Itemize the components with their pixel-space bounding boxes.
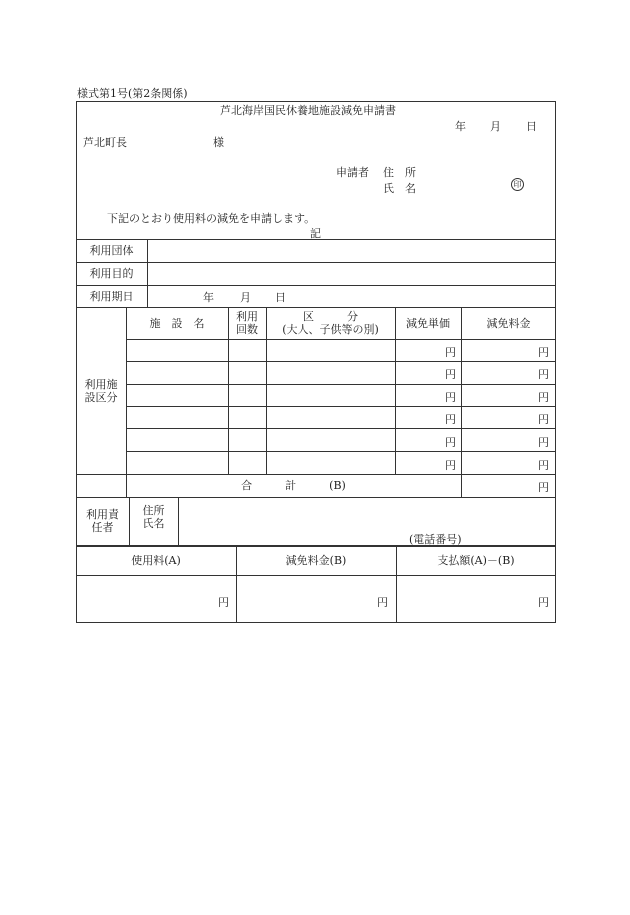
date-day: 日: [526, 120, 537, 133]
phone-label: (電話番号): [409, 533, 462, 546]
summary-header-reduction: 減免料金(B): [285, 553, 347, 567]
group-label: 利用団体: [89, 244, 134, 257]
addressee: 芦北町長: [83, 136, 127, 149]
period-year: 年: [203, 291, 214, 304]
date-year: 年: [455, 120, 466, 133]
seal-mark: 印: [511, 178, 524, 191]
header-use-count: 利用 回数: [236, 310, 258, 336]
form-title: 芦北海岸国民休養地施設減免申請書: [220, 104, 396, 117]
summary-fee-yen: 円: [218, 596, 229, 609]
fee-yen: 円: [538, 368, 549, 381]
summary-header-fee: 使用料(A): [131, 553, 181, 567]
honorific: 様: [213, 136, 224, 149]
fee-yen: 円: [538, 436, 549, 449]
period-day: 日: [275, 291, 286, 304]
fee-yen: 円: [538, 413, 549, 426]
unit-yen: 円: [445, 346, 456, 359]
ki-label: 記: [310, 227, 321, 240]
total-yen: 円: [538, 481, 549, 494]
applicant-address-label: 住 所: [383, 166, 416, 179]
total-label: 合 計 (B): [241, 479, 346, 492]
unit-yen: 円: [445, 368, 456, 381]
fee-yen: 円: [538, 391, 549, 404]
period-month: 月: [240, 291, 251, 304]
applicant-label: 申請者: [336, 166, 369, 179]
unit-yen: 円: [445, 459, 456, 472]
facility-section-label: 利用施 設区分: [84, 377, 118, 404]
request-text: 下記のとおり使用料の減免を申請します。: [107, 212, 316, 225]
summary-header-payment: 支払額(A)－(B): [437, 553, 515, 567]
summary-payment-yen: 円: [538, 596, 549, 609]
applicant-name-label: 氏 名: [383, 182, 416, 195]
header-fee: 減免料金: [486, 316, 531, 330]
unit-yen: 円: [445, 436, 456, 449]
date-month: 月: [490, 120, 501, 133]
unit-yen: 円: [445, 413, 456, 426]
purpose-label: 利用目的: [89, 267, 134, 280]
header-category: 区 分 (大人、子供等の別): [282, 310, 379, 336]
header-facility-name: 施 設 名: [149, 316, 205, 330]
header-unit-price: 減免単価: [406, 316, 450, 330]
summary-reduction-yen: 円: [377, 596, 388, 609]
form-label: 様式第1号(第2条関係): [77, 87, 188, 100]
fee-yen: 円: [538, 346, 549, 359]
period-label: 利用期日: [89, 289, 134, 303]
responsible-label: 利用責 任者: [86, 508, 119, 534]
responsible-sub-label: 住所 氏名: [142, 504, 165, 530]
unit-yen: 円: [445, 391, 456, 404]
fee-yen: 円: [538, 459, 549, 472]
